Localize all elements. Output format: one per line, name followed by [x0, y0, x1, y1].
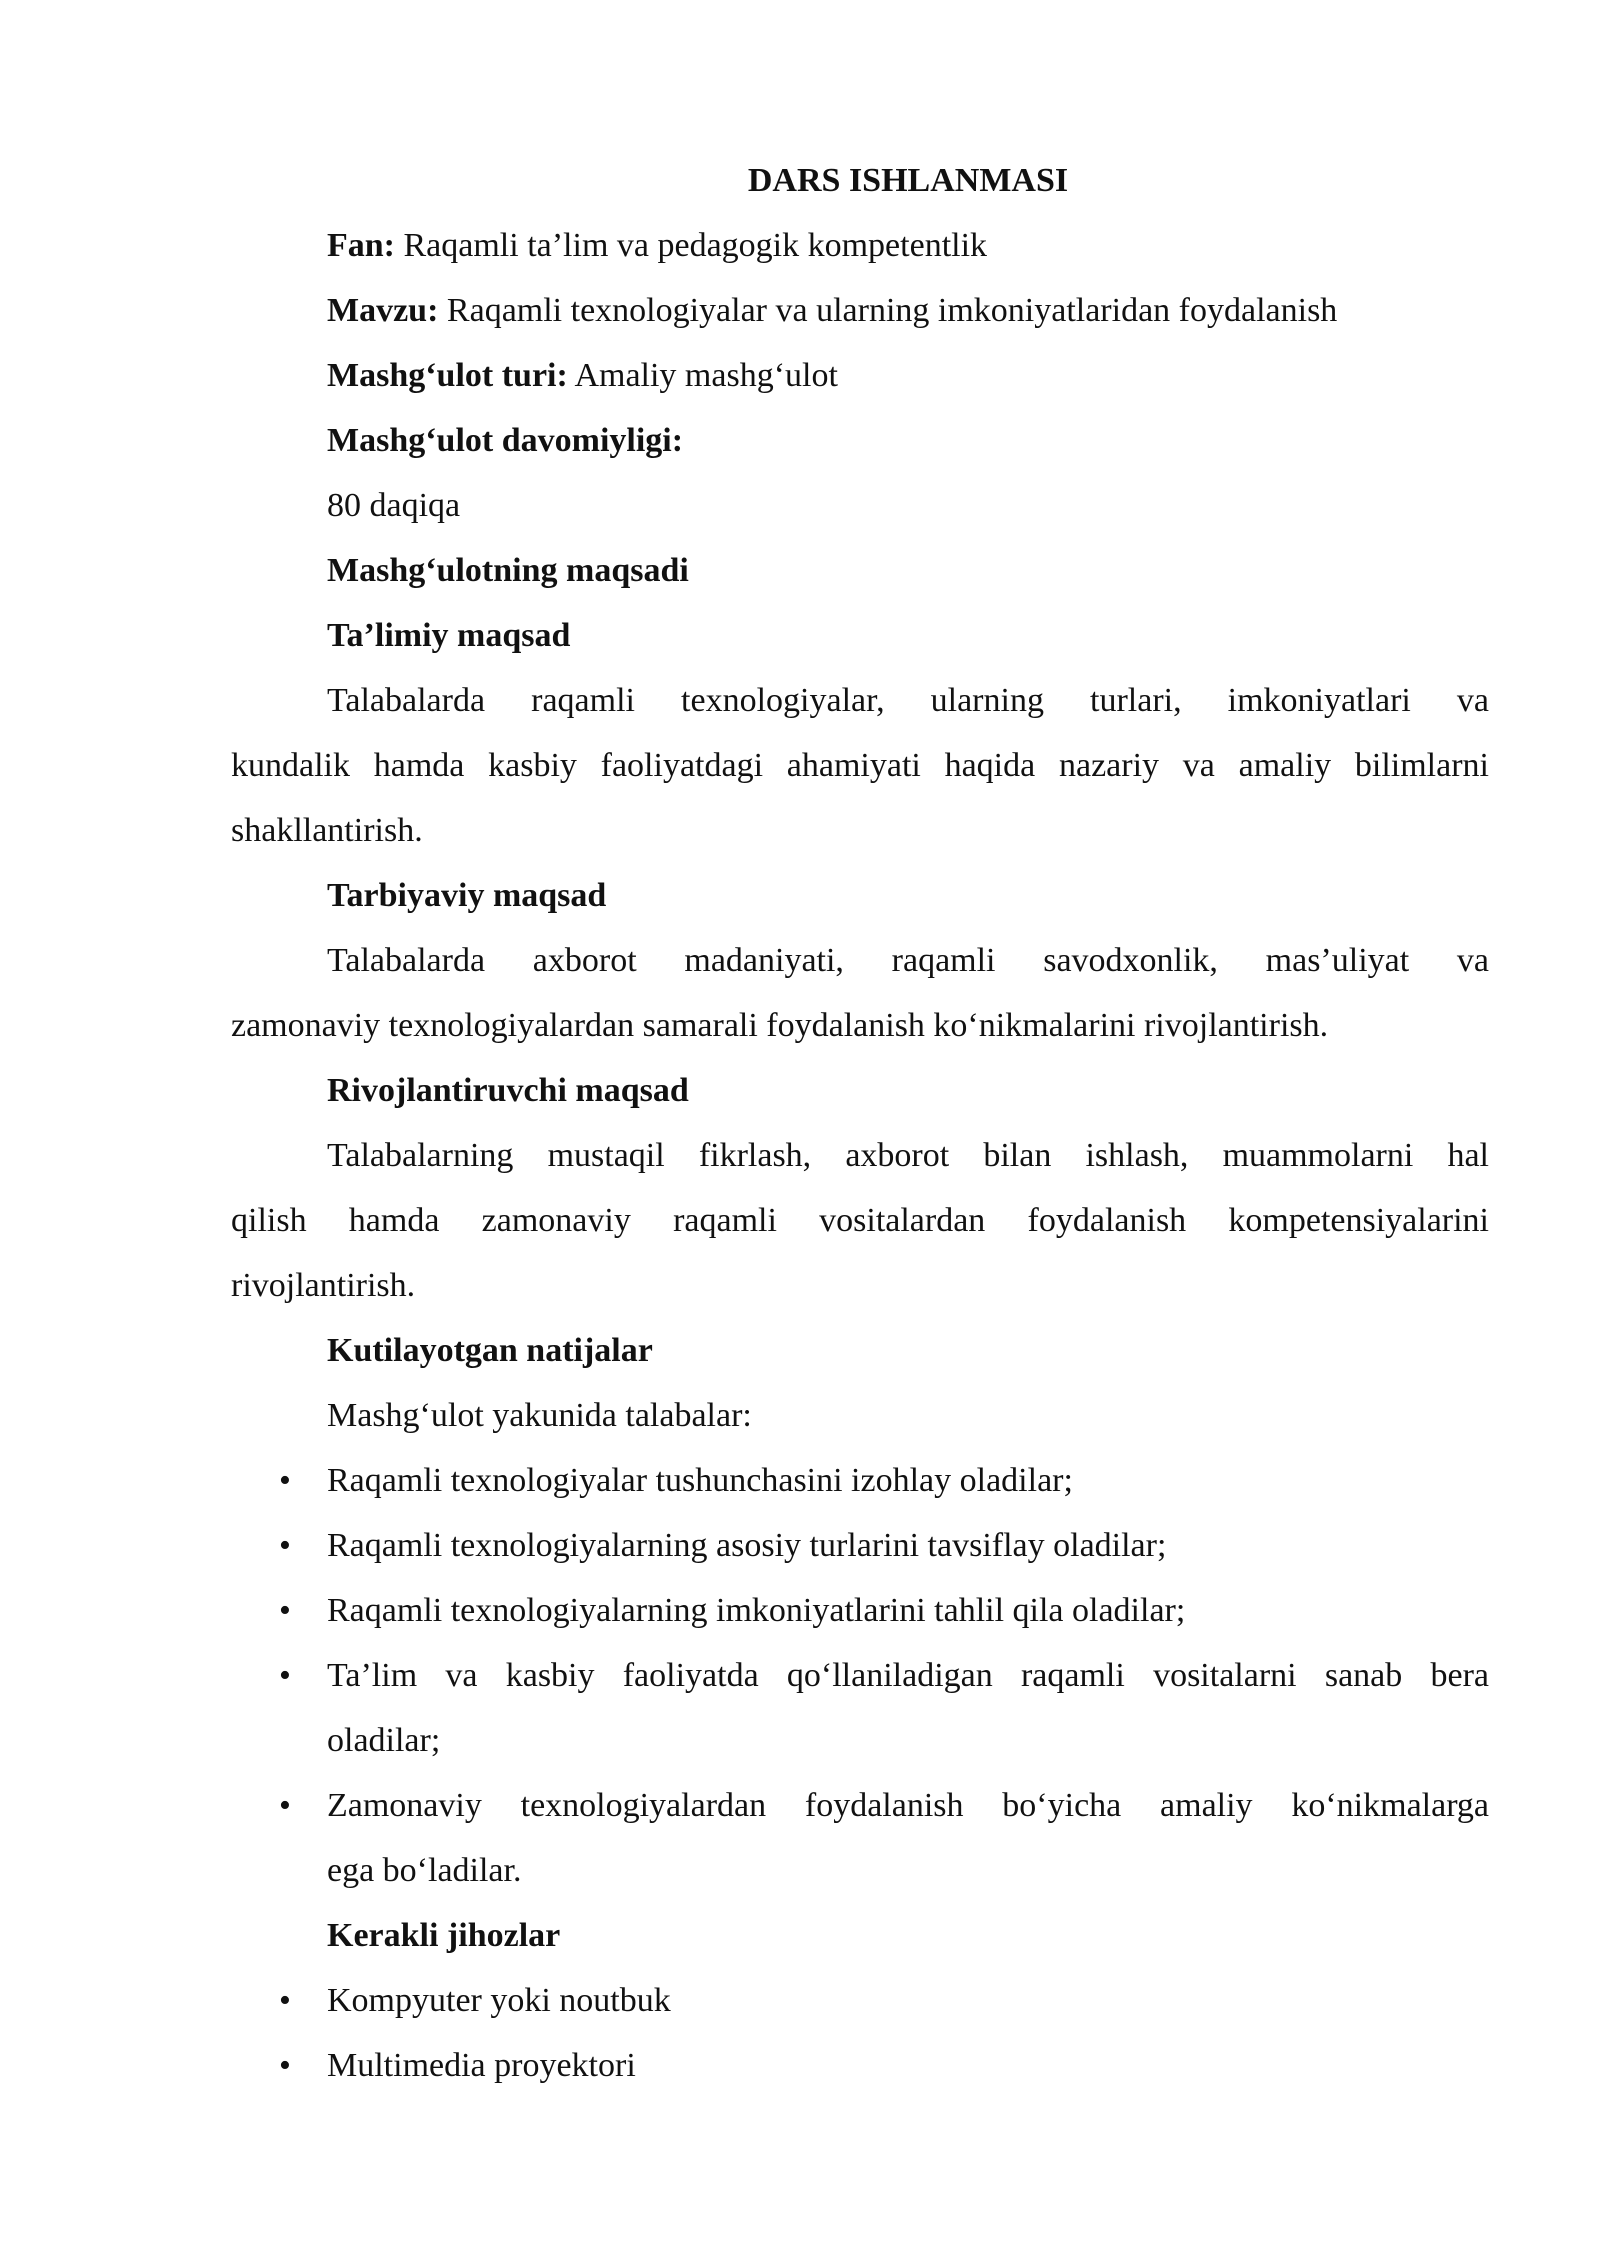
mavzu-line	[231, 278, 1489, 343]
paragraph-line: shakllantirish.	[231, 812, 423, 849]
natijalar-heading: Kutilayotgan natijalar	[327, 1332, 653, 1369]
bullet-icon: •	[279, 1462, 291, 1499]
list-item-text: Raqamli texnologiyalarning asosiy turlarini tavsiflay oladilar;	[327, 1527, 1167, 1564]
maqsadi-heading: Mashg‘ulotning maqsadi	[327, 552, 689, 589]
list-item-text: Kompyuter yoki noutbuk	[327, 1982, 671, 2019]
list-item-text: Multimedia proyektori	[327, 2047, 636, 2084]
tarbiyaviy-heading: Tarbiyaviy maqsad	[327, 877, 607, 914]
list-item	[231, 1643, 1489, 1773]
list-item	[231, 2033, 1489, 2098]
bullet-icon: •	[279, 1527, 291, 1564]
davomiyligi-label: Mashg‘ulot davomiyligi:	[327, 422, 684, 459]
mashgulot-turi-label: Mashg‘ulot turi:	[327, 357, 568, 394]
paragraph-line: rivojlantirish.	[231, 1267, 416, 1304]
list-item	[231, 1448, 1489, 1513]
paragraph-line: qilish hamda zamonaviy raqamli vositalardan foydalanish kompetensiyalarini	[231, 1202, 1489, 1239]
bullet-icon: •	[279, 1657, 291, 1694]
list-item	[231, 1513, 1489, 1578]
talimiy-paragraph	[231, 668, 1489, 863]
mashgulot-turi-value: Amaliy mashg‘ulot	[574, 357, 838, 394]
fan-value: Raqamli ta’lim va pedagogik kompetentlik	[403, 227, 988, 264]
bullet-icon: •	[279, 1787, 291, 1824]
natijalar-intro: Mashg‘ulot yakunida talabalar:	[327, 1397, 752, 1434]
list-item-text: oladilar;	[327, 1722, 441, 1759]
mashgulot-turi-line	[231, 343, 1489, 408]
paragraph-line: Talabalarning mustaqil fikrlash, axborot bilan ishlash, muammolarni hal	[327, 1137, 1489, 1174]
list-item-text: Zamonaviy texnologiyalardan foydalanish bo‘yicha amaliy ko‘nikmalarga	[327, 1787, 1489, 1824]
paragraph-line: Talabalarda raqamli texnologiyalar, ularning turlari, imkoniyatlari va	[327, 682, 1489, 719]
document-body	[231, 148, 1489, 2098]
talimiy-heading: Ta’limiy maqsad	[327, 617, 571, 654]
mavzu-value: Raqamli texnologiyalar va ularning imkoniyatlaridan foydalanish	[446, 292, 1338, 329]
list-item-text: Raqamli texnologiyalarning imkoniyatlarini tahlil qila oladilar;	[327, 1592, 1186, 1629]
paragraph-line: Talabalarda axborot madaniyati, raqamli savodxonlik, mas’uliyat va	[327, 942, 1489, 979]
list-item	[231, 1578, 1489, 1643]
rivojlantiruvchi-heading: Rivojlantiruvchi maqsad	[327, 1072, 689, 1109]
bullet-icon: •	[279, 2047, 291, 2084]
list-item	[231, 1968, 1489, 2033]
list-item	[231, 1773, 1489, 1903]
natijalar-list	[231, 1448, 1489, 1903]
tarbiyaviy-paragraph	[231, 928, 1489, 1058]
bullet-icon: •	[279, 1982, 291, 2019]
document-title: DARS ISHLANMASI	[747, 162, 1069, 199]
list-item-text: Raqamli texnologiyalar tushunchasini izohlay oladilar;	[327, 1462, 1073, 1499]
paragraph-line: kundalik hamda kasbiy faoliyatdagi ahamiyati haqida nazariy va amaliy bilimlarni	[231, 747, 1489, 784]
rivojlantiruvchi-paragraph	[231, 1123, 1489, 1318]
mavzu-label: Mavzu:	[327, 292, 439, 329]
fan-line	[231, 213, 1489, 278]
bullet-icon: •	[279, 1592, 291, 1629]
jihozlar-heading: Kerakli jihozlar	[327, 1917, 561, 1954]
fan-label: Fan:	[327, 227, 395, 264]
list-item-text: ega bo‘ladilar.	[327, 1852, 522, 1889]
davomiyligi-value: 80 daqiqa	[327, 487, 461, 524]
list-item-text: Ta’lim va kasbiy faoliyatda qo‘llaniladigan raqamli vositalarni sanab bera	[327, 1657, 1489, 1694]
paragraph-line: zamonaviy texnologiyalardan samarali foydalanish ko‘nikmalarini rivojlantirish.	[231, 1007, 1329, 1044]
jihozlar-list	[231, 1968, 1489, 2098]
